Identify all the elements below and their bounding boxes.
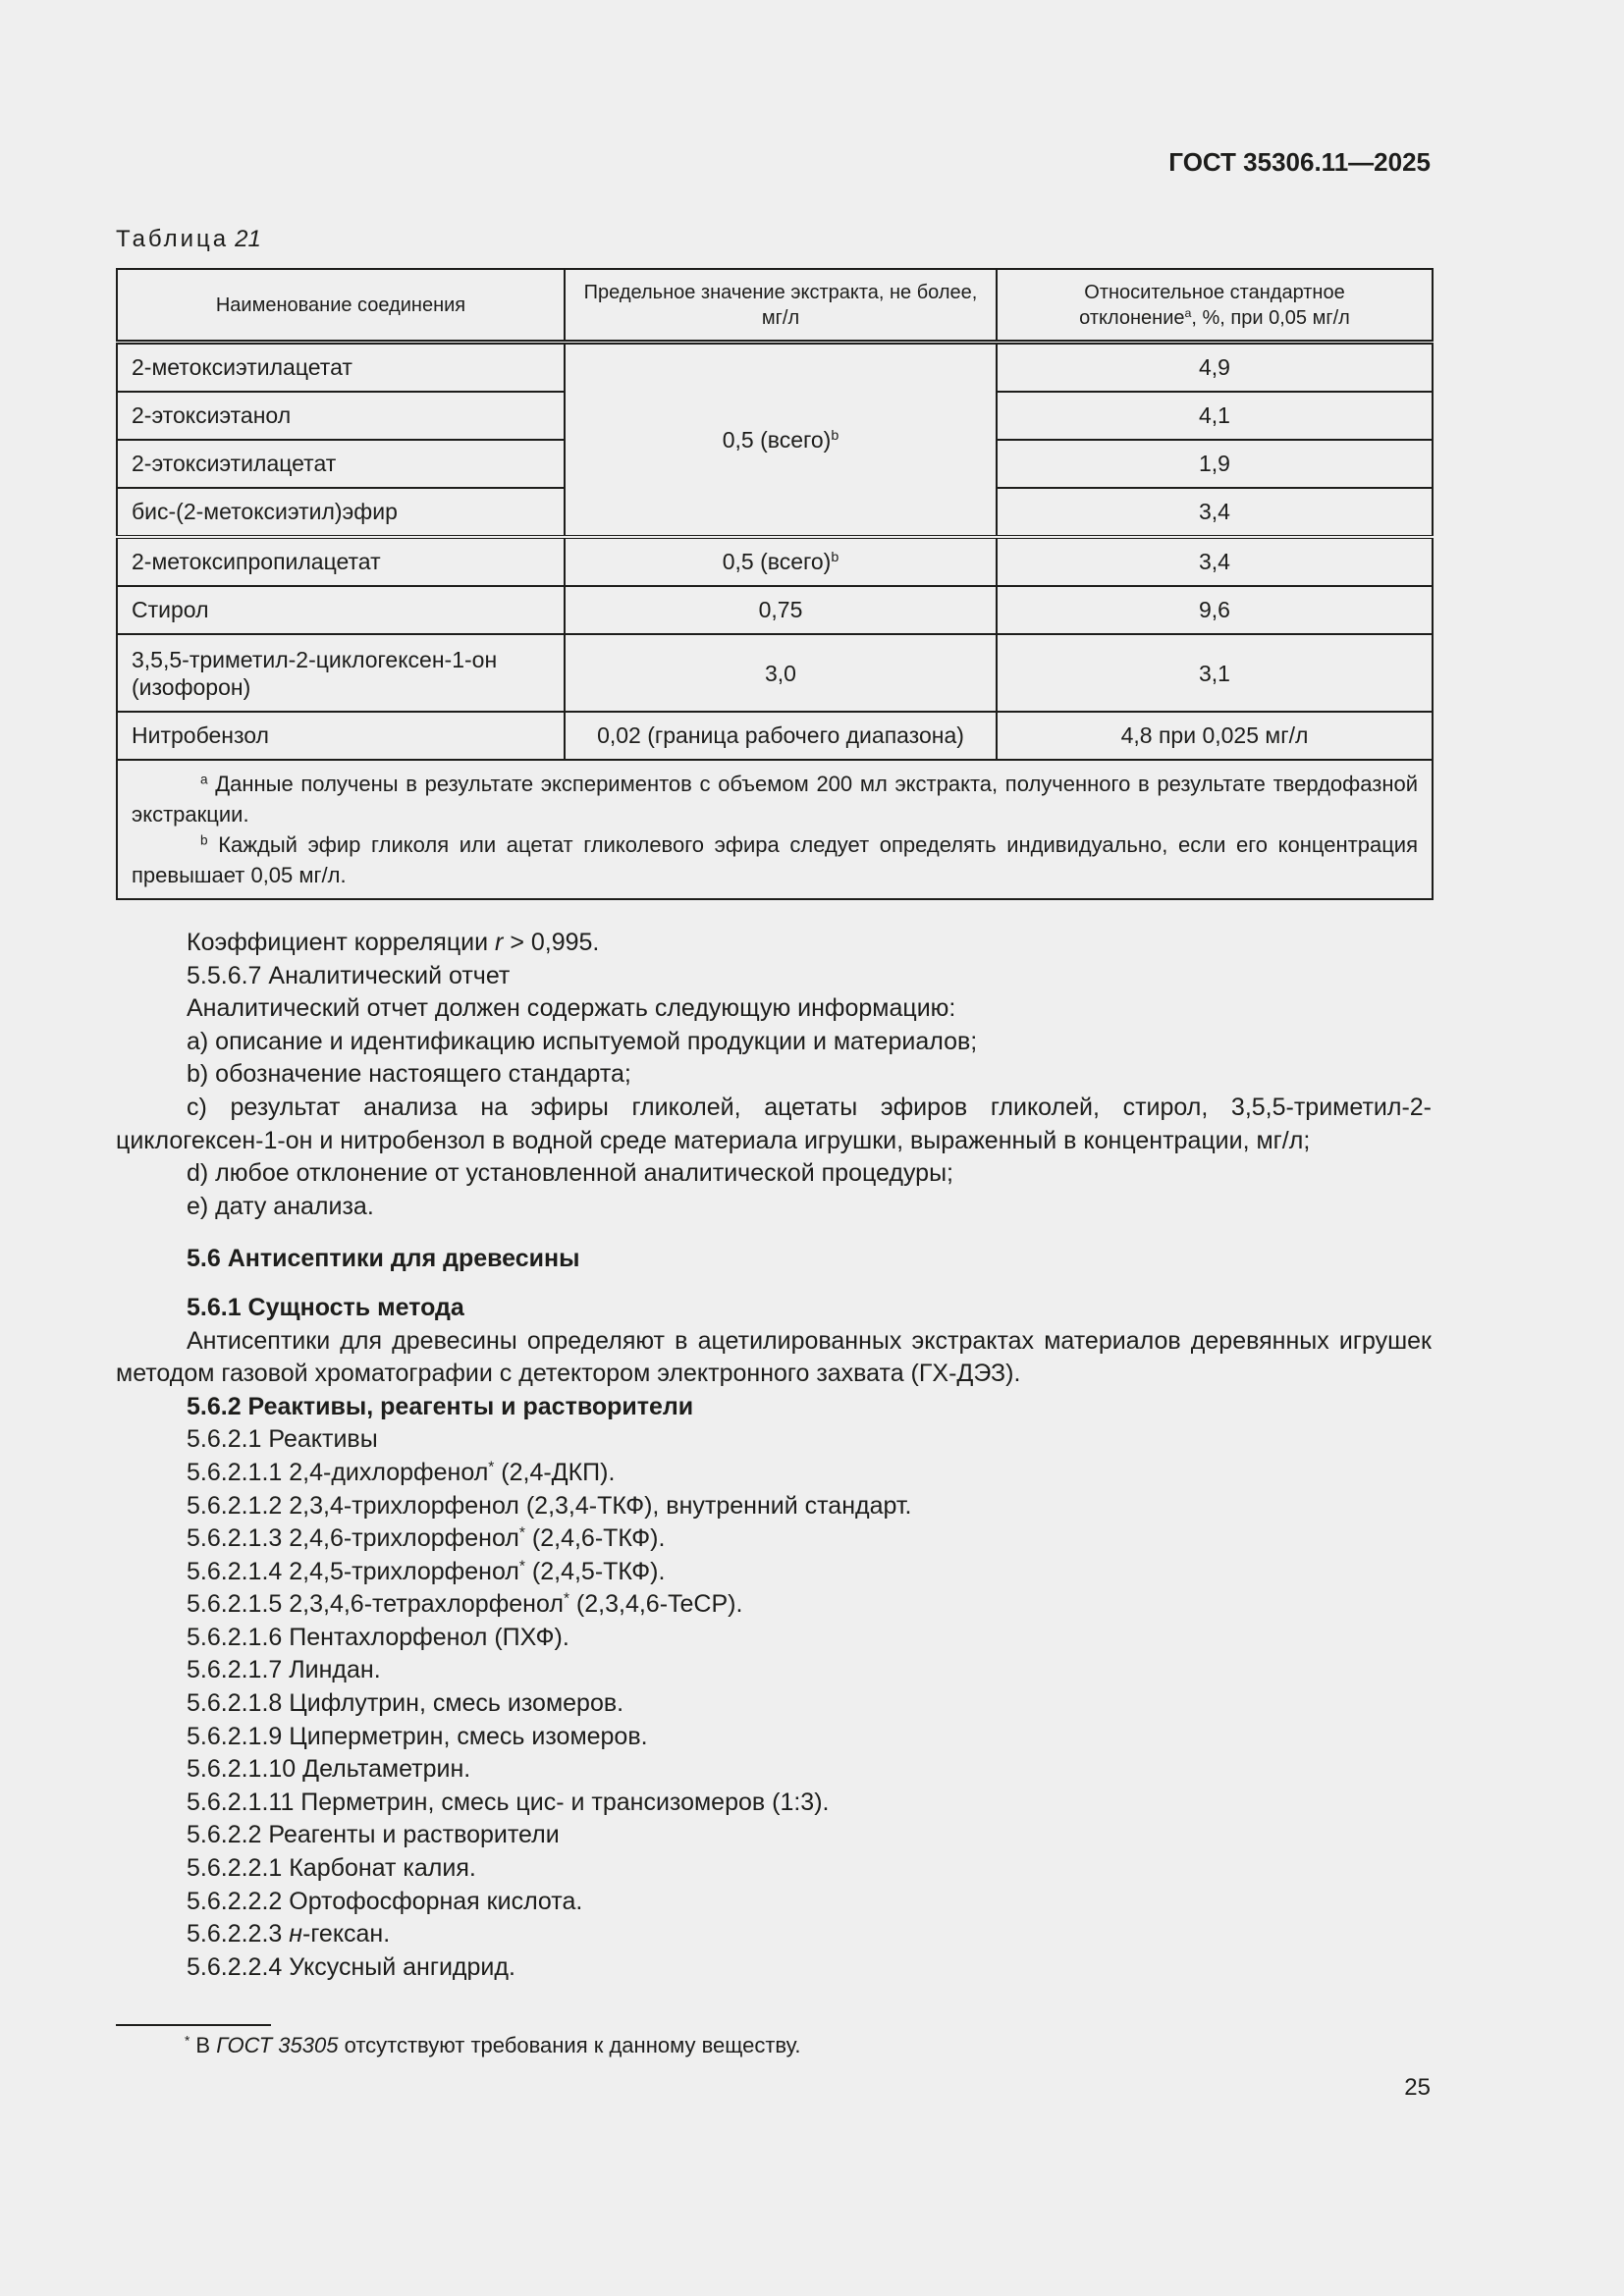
compound-name: 2-этоксиэтанол <box>117 392 565 440</box>
rsd-value: 4,1 <box>997 392 1433 440</box>
list-item: 5.6.2.1.3 2,4,6-трихлорфенол* (2,4,6-ТКФ). <box>187 1524 666 1553</box>
list-item: 5.6.2.1.1 2,4-дихлорфенол* (2,4-ДКП). <box>187 1458 616 1486</box>
report-heading: 5.5.6.7 Аналитический отчет <box>187 961 511 989</box>
limit-value: 0,75 <box>565 586 997 634</box>
table-caption-prefix: Таблица <box>116 226 230 252</box>
body-text <box>116 927 1432 1984</box>
list-item: 5.6.2.1.2 2,3,4-трихлорфенол (2,3,4-ТКФ), внутренний стандарт. <box>187 1491 912 1520</box>
list-item: 5.6.2.1.8 Цифлутрин, смесь изомеров. <box>187 1689 624 1718</box>
limit-value: 0,5 (всего)$^b$ <box>565 537 997 586</box>
rsd-value: 9,6 <box>997 586 1433 634</box>
table-row <box>117 586 1433 634</box>
merged-limit-cell: 0,5 (всего)$^b$ <box>565 343 997 538</box>
solvents-heading: 5.6.2.2 Реагенты и растворители <box>187 1821 560 1849</box>
report-item: d) любое отклонение от установленной аналитической процедуры; <box>187 1159 953 1188</box>
table-row <box>117 712 1433 760</box>
list-item: 5.6.2.1.7 Линдан. <box>187 1656 381 1684</box>
table-note: $^a$ Данные получены в результате экспериментов с объемом 200 мл экстракта, полученного в результате твердофазной экстракции. <box>132 772 1418 827</box>
reagents-heading: 5.6.2.1 Реактивы <box>187 1425 378 1454</box>
rsd-value: 3,4 <box>997 537 1433 586</box>
compound-name: 2-этоксиэтилацетат <box>117 440 565 488</box>
footnote: * В ГОСТ 35305 отсутствуют требования к данному веществу. <box>185 2033 801 2057</box>
list-item: 5.6.2.1.6 Пентахлорфенол (ПХФ). <box>187 1623 569 1651</box>
solvents-list <box>116 1852 1432 1984</box>
section-heading: 5.6 Антисептики для древесины <box>187 1245 580 1273</box>
page-number: 25 <box>1404 2074 1431 2101</box>
report-item: c) результат анализа на эфиры гликолей, ацетаты эфиров гликолей, стирол, 3,5,5-триметил-2-циклогексен-1-он и нитробензол в водной среде материала игрушки, выраженный в концентрации, мг/л; <box>116 1093 1432 1154</box>
col-header-name: Наименование соединения <box>117 269 565 343</box>
table-row <box>117 343 1433 393</box>
table-notes <box>117 760 1433 899</box>
footnote-divider <box>116 2024 271 2026</box>
col-header-rsd: Относительное стандартное отклонение$^а$, %, при 0,05 мг/л <box>997 269 1433 343</box>
data-table <box>116 268 1434 900</box>
rsd-value: 1,9 <box>997 440 1433 488</box>
report-item: b) обозначение настоящего стандарта; <box>187 1060 631 1089</box>
list-item: 5.6.2.1.9 Циперметрин, смесь изомеров. <box>187 1722 648 1750</box>
method-paragraph: Антисептики для древесины определяют в ацетилированных экстрактах материалов деревянных игрушек методом газовой хроматографии с детектором электронного захвата (ГХ-ДЭЗ). <box>116 1326 1432 1388</box>
list-item: 5.6.2.1.5 2,3,4,6-тетрахлорфенол* (2,3,4,6-TeCP). <box>187 1590 743 1619</box>
list-item: 5.6.2.2.3 н-гексан. <box>187 1920 391 1949</box>
reagents-list <box>116 1457 1432 1820</box>
table-caption <box>116 226 261 253</box>
rsd-value: 4,8 при 0,025 мг/л <box>997 712 1433 760</box>
compound-name: Нитробензол <box>117 712 565 760</box>
table-row <box>117 537 1433 586</box>
table-caption-number: 21 <box>235 226 261 252</box>
table-row <box>117 634 1433 712</box>
subsection-heading: 5.6.1 Сущность метода <box>187 1293 464 1321</box>
rsd-value: 3,1 <box>997 634 1433 712</box>
rsd-value: 4,9 <box>997 343 1433 393</box>
list-item: 5.6.2.1.4 2,4,5-трихлорфенол* (2,4,5-ТКФ). <box>187 1557 666 1585</box>
correlation-line: Коэффициент корреляции r > 0,995. <box>187 929 600 956</box>
limit-value: 3,0 <box>565 634 997 712</box>
report-item: a) описание и идентификацию испытуемой продукции и материалов; <box>187 1027 978 1055</box>
compound-name: 2-метоксипропилацетат <box>117 537 565 586</box>
table-header-row <box>117 269 1433 343</box>
list-item: 5.6.2.2.2 Ортофосфорная кислота. <box>187 1887 583 1915</box>
subsection-heading: 5.6.2 Реактивы, реагенты и растворители <box>187 1392 694 1420</box>
compound-name: Стирол <box>117 586 565 634</box>
rsd-value: 3,4 <box>997 488 1433 537</box>
list-item: 5.6.2.1.11 Перметрин, смесь цис- и трансизомеров (1:3). <box>187 1788 830 1816</box>
table-note: $^b$ Каждый эфир гликоля или ацетат гликолевого эфира следует определять индивидуально, если его концентрация превышает 0,05 мг/л. <box>132 832 1418 887</box>
compound-name: 3,5,5-триметил-2-циклогексен-1-он (изофорон) <box>117 634 565 712</box>
compound-name: бис-(2-метоксиэтил)эфир <box>117 488 565 537</box>
list-item: 5.6.2.2.1 Карбонат калия. <box>187 1854 476 1883</box>
list-item: 5.6.2.1.10 Дельтаметрин. <box>187 1755 471 1784</box>
table-notes-row <box>117 760 1433 899</box>
limit-value: 0,02 (граница рабочего диапазона) <box>565 712 997 760</box>
report-intro: Аналитический отчет должен содержать следующую информацию: <box>187 994 956 1023</box>
compound-name: 2-метоксиэтилацетат <box>117 343 565 393</box>
list-item: 5.6.2.2.4 Уксусный ангидрид. <box>187 1952 515 1981</box>
document-header: ГОСТ 35306.11—2025 <box>1168 147 1431 177</box>
col-header-limit: Предельное значение экстракта, не более, мг/л <box>565 269 997 343</box>
report-item: e) дату анализа. <box>187 1192 374 1220</box>
